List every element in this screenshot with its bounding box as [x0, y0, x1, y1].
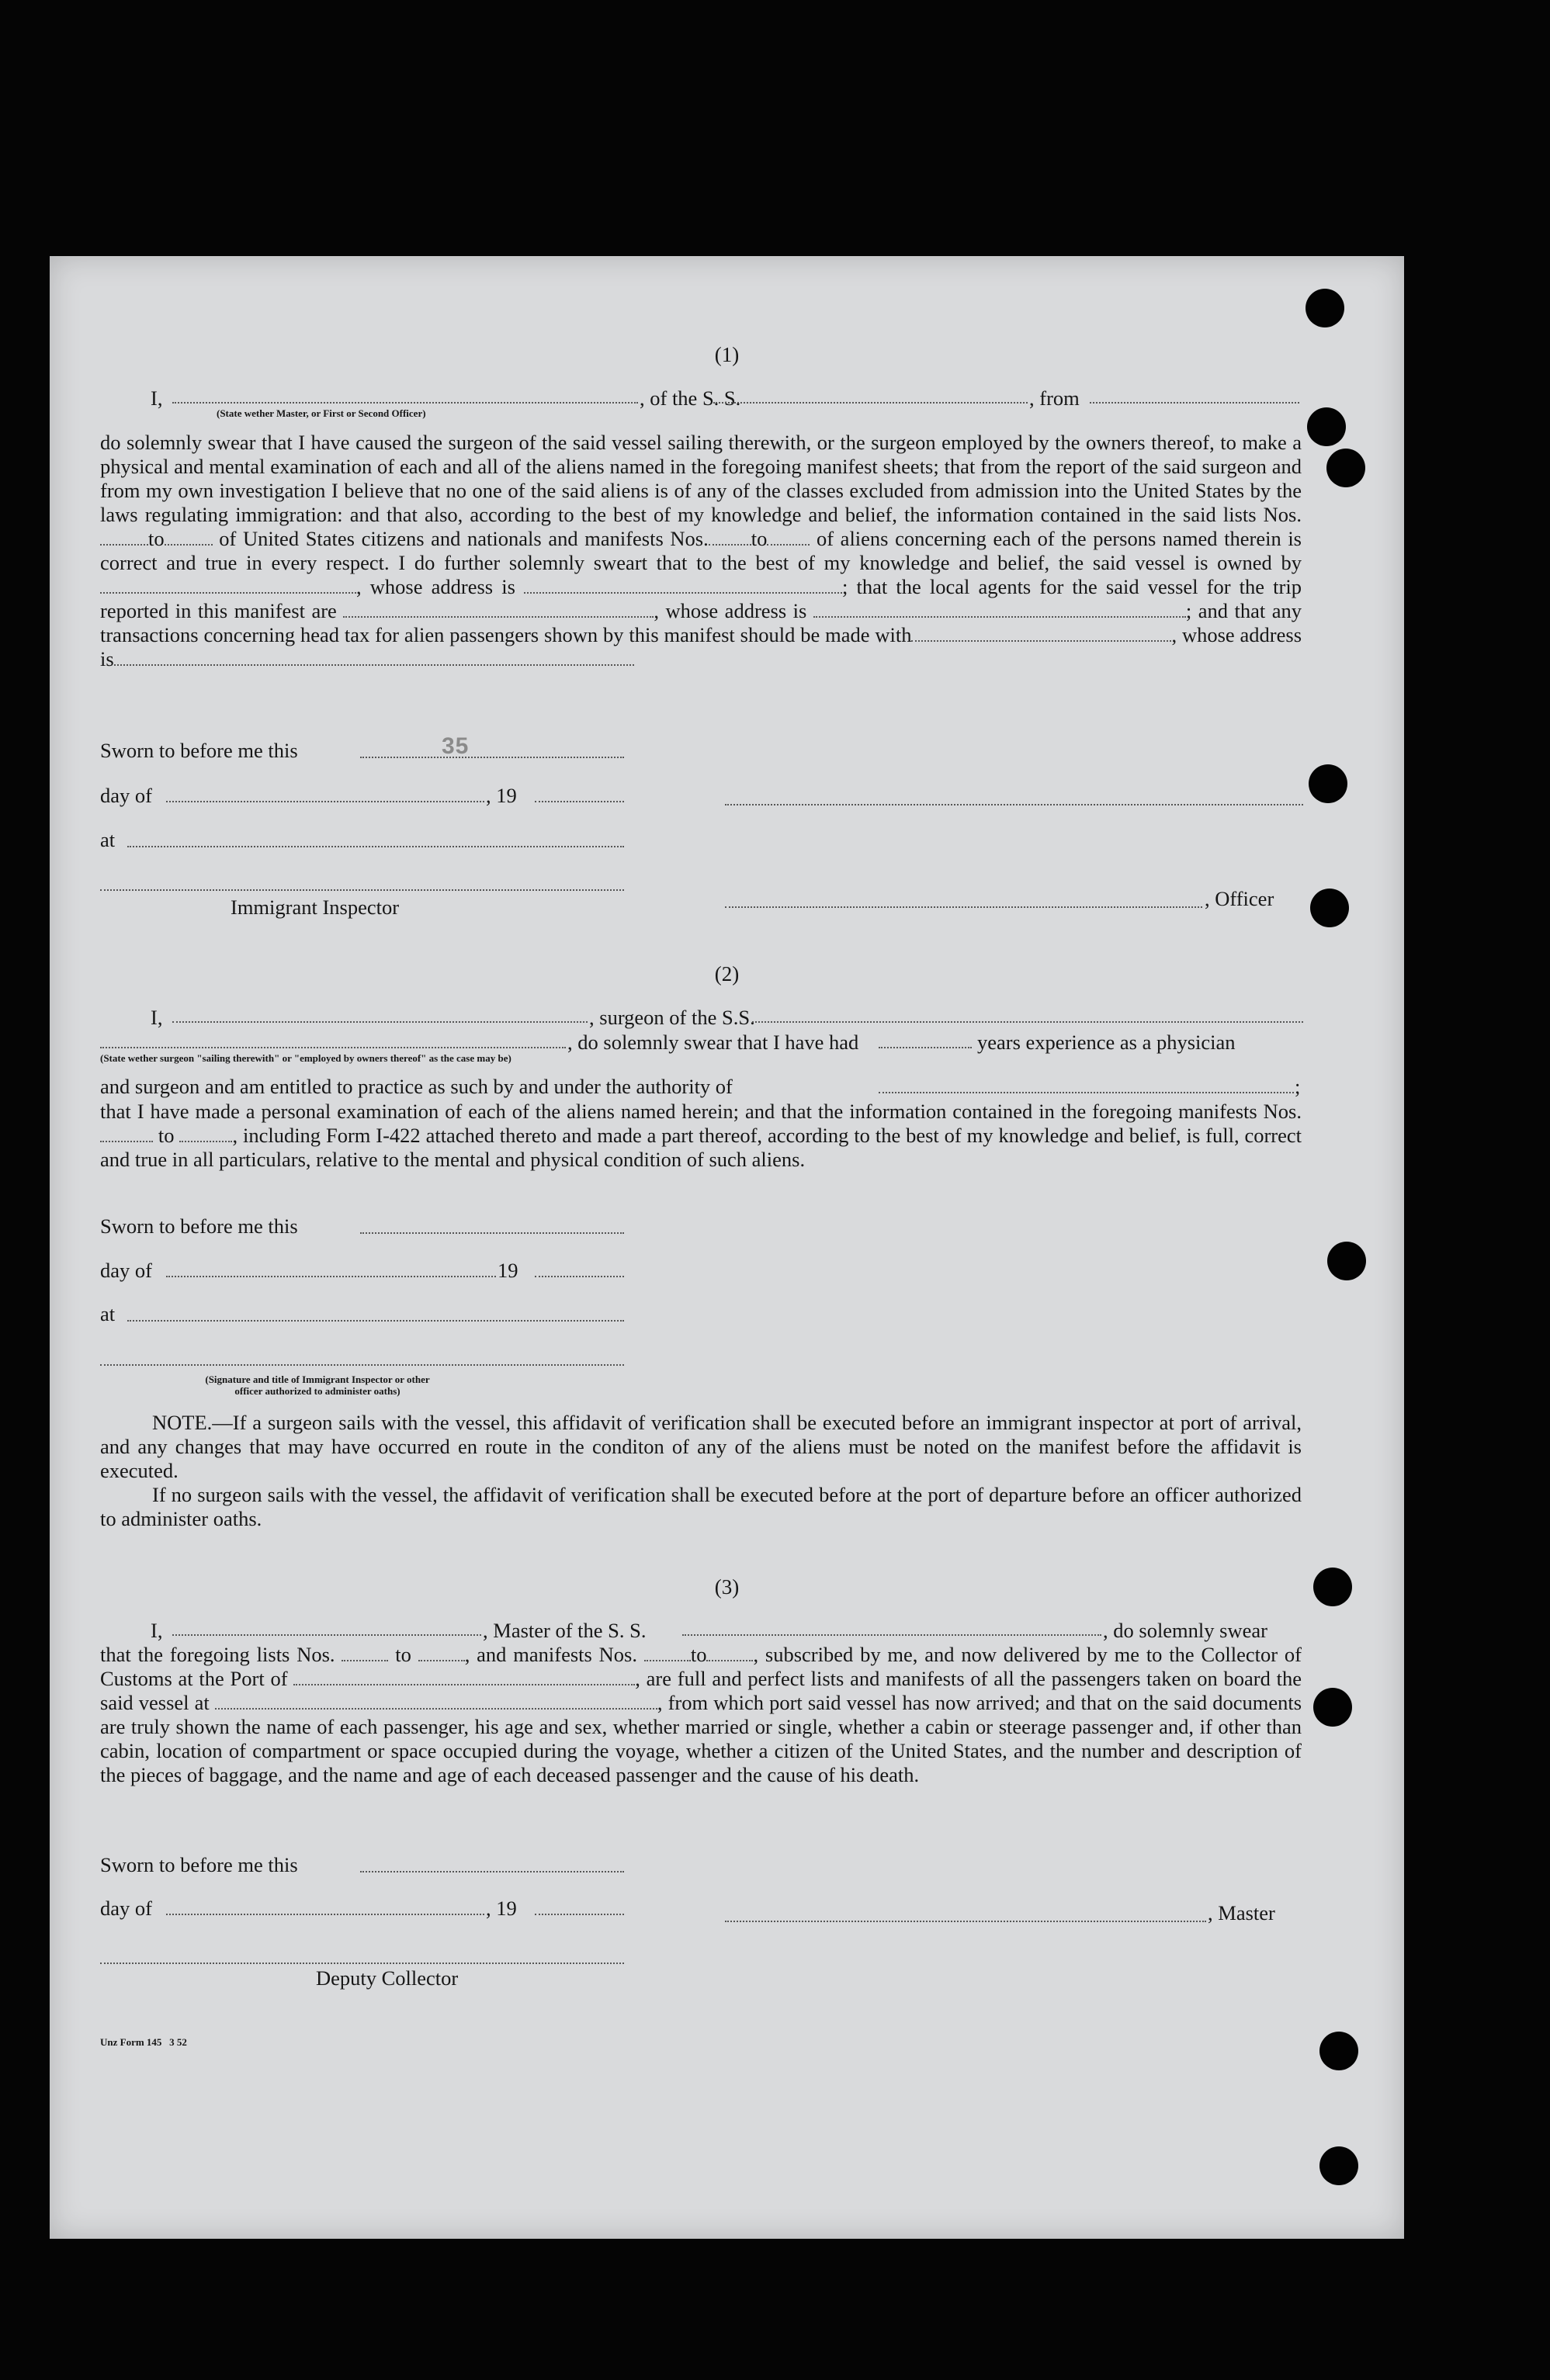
s3-seg-c: , subscribed by me, and now delivered by me to the Collector of Customs at the Port of: [100, 1643, 1302, 1690]
s2-sworn-label: Sworn to before me this: [100, 1214, 298, 1238]
s2-line3: and surgeon and am entitled to practice as such by and under the authority of: [100, 1075, 733, 1098]
s1-line1-end: , from: [1029, 386, 1080, 410]
s1-owner-address-field[interactable]: [524, 591, 842, 594]
s3-lists-from-field[interactable]: [342, 1659, 388, 1661]
s2-inspector-signature-line[interactable]: [100, 1364, 624, 1366]
s1-manifests-from-field[interactable]: [709, 543, 751, 546]
s2-years-field[interactable]: [879, 1047, 972, 1048]
s3-oath-paragraph: [100, 1643, 1302, 1787]
s3-seg-e: , from which port said vessel has now arrived; and that on the said documents are truly shown the name of each passenger, his age and sex, whether married or single, whether a cabin or steerage passenger and, if other than cabin, location of compartment or space occupied during the voyage, whether a citizen of the United States, and the number and description of the pieces of baggage, and the name and age of each deceased passenger and the cause of his death.: [100, 1691, 1302, 1786]
s3-collector-signature-line[interactable]: [100, 1963, 624, 1964]
s2-signature-note-line2: officer authorized to administer oaths): [234, 1385, 401, 1397]
section-1-number: (1): [714, 343, 740, 366]
s2-manifests-to-field[interactable]: [179, 1140, 232, 1142]
form-number: Unz Form 145 3 52: [100, 2036, 187, 2048]
s3-to-2: to: [690, 1643, 707, 1666]
s3-seg-b: , and manifests Nos.: [464, 1643, 637, 1666]
s3-seg-a: that the foregoing lists Nos.: [100, 1643, 335, 1666]
section-2-number: (2): [714, 962, 740, 986]
s1-owner-field[interactable]: [100, 591, 356, 594]
s1-from-port-field[interactable]: [1090, 402, 1299, 404]
s2-surgeon-status-note: (State wether surgeon "sailing therewith" or "employed by owners thereof" as the case may be): [100, 1052, 511, 1064]
s2-line1-prefix: I,: [151, 1006, 163, 1029]
s3-month-field[interactable]: [166, 1914, 484, 1915]
s2-at-label: at: [100, 1302, 116, 1325]
s1-inspector-label: Immigrant Inspector: [231, 896, 400, 919]
s2-paragraph-b: , including Form I-422 attached thereto and made a part thereof, according to the best of my knowledge and belief, is full, correct and true in all particulars, relative to the mental and physical condition of such aliens.: [100, 1124, 1302, 1171]
s1-to-1: to: [148, 527, 165, 550]
s2-line1-mid: , surgeon of the S.S.: [589, 1006, 755, 1029]
s1-day-of-label: day of: [100, 784, 152, 807]
s1-month-field[interactable]: [166, 801, 484, 802]
s1-agents-field[interactable]: [343, 615, 654, 618]
s1-transactions-text: ; and that any transactions concerning head tax for alien passengers shown by this manifest should be made with: [100, 599, 1302, 646]
s1-lists-to-field[interactable]: [165, 543, 213, 546]
s3-master-signature-line[interactable]: [725, 1921, 1206, 1922]
punch-hole: [1327, 1242, 1366, 1280]
s3-manifests-from-field[interactable]: [644, 1659, 691, 1661]
punch-hole: [1306, 289, 1344, 327]
s1-officer-label: , Officer: [1205, 887, 1274, 910]
s1-at-label: at: [100, 828, 116, 851]
s2-manifests-from-field[interactable]: [100, 1140, 153, 1142]
s3-master-label: , Master: [1208, 1901, 1275, 1924]
s2-vessel-name-field[interactable]: [752, 1021, 1303, 1023]
s1-year-label: , 19: [486, 784, 517, 807]
s3-line1-end: , do solemnly swear: [1103, 1619, 1267, 1642]
s2-note-block: [100, 1411, 1302, 1531]
punch-hole: [1326, 449, 1365, 487]
bleed-through-header: [360, 264, 367, 284]
s2-line2-mid: , do solemnly swear that I have had: [567, 1031, 859, 1054]
s2-year-field[interactable]: [535, 1276, 624, 1277]
s1-oath-paragraph: [100, 431, 1302, 671]
s2-sworn-date-field[interactable]: [360, 1232, 624, 1234]
s2-note-paragraph-1: NOTE.—If a surgeon sails with the vessel, this affidavit of verification shall be executed before an immigrant inspector at port of arrival, and any changes that may have occurred en route in the conditon of any of the aliens must be noted on the manifest before the affidavit is executed.: [100, 1411, 1302, 1482]
s2-signature-note-line1: (Signature and title of Immigrant Inspector or other: [205, 1374, 430, 1385]
s2-day-of-label: day of: [100, 1259, 152, 1282]
s1-to-2: to: [751, 527, 768, 550]
s1-whose-address-1: , whose address is: [356, 575, 515, 598]
s1-sworn-date-field[interactable]: [360, 757, 624, 758]
s3-year-field[interactable]: [535, 1914, 624, 1915]
s3-lists-to-field[interactable]: [418, 1659, 465, 1661]
punch-hole: [1319, 2032, 1358, 2070]
s2-year-label: 19: [498, 1259, 518, 1282]
s3-port-field[interactable]: [293, 1683, 635, 1685]
s2-line3-end: ;: [1295, 1075, 1301, 1098]
s1-head-tax-party-field[interactable]: [911, 639, 1171, 642]
s3-sworn-date-field[interactable]: [360, 1871, 624, 1872]
s1-whose-address-2: , whose address is: [654, 599, 807, 622]
s3-collector-label: Deputy Collector: [316, 1966, 459, 1990]
s2-at-place-field[interactable]: [127, 1320, 624, 1322]
punch-hole: [1309, 764, 1347, 803]
punch-hole: [1307, 407, 1346, 446]
s3-manifests-to-field[interactable]: [706, 1659, 753, 1661]
s1-officer-signature-field[interactable]: [725, 804, 1303, 805]
section-3-number: (3): [714, 1575, 740, 1599]
s3-vessel-name-field[interactable]: [682, 1634, 1101, 1636]
s1-comma: ,: [1171, 623, 1177, 646]
s1-citizens-text: of United States citizens and nationals and manifests Nos.: [219, 527, 709, 550]
s1-lists-from-field[interactable]: [100, 543, 148, 546]
s1-line1-prefix: I,: [151, 386, 163, 410]
s3-to-1: to: [395, 1643, 411, 1666]
punch-hole: [1310, 889, 1349, 927]
s3-master-name-field[interactable]: [172, 1634, 481, 1636]
s1-paragraph-text: do solemnly swear that I have caused the surgeon of the said vessel sailing therewith, or the surgeon employed by the owners thereof, to make a physical and mental examination of each and all of the aliens named in the foregoing manifest sheets; that from the report of the said surgeon and from my own investigation I believe that no one of the said aliens is of any of the classes excluded from admission into the United States by the laws regulating immigration: and that also, according to the best of my knowledge and belief, the information contained in the said lists Nos.: [100, 431, 1302, 526]
s1-officer-name-field[interactable]: [172, 402, 638, 404]
s3-seg-d: , are full and perfect lists and manifests of all the passengers taken on board the said vessel at: [100, 1667, 1302, 1714]
s2-month-field[interactable]: [166, 1276, 496, 1277]
form-page: [50, 256, 1404, 2239]
punch-hole: [1313, 1688, 1352, 1727]
s1-agents-text: ; that the local agents for the said vessel for the trip reported in this manifest are: [100, 575, 1302, 622]
s2-line2-end: years experience as a physician: [977, 1031, 1236, 1054]
s3-sworn-label: Sworn to before me this: [100, 1853, 298, 1876]
s3-year-label: , 19: [486, 1897, 517, 1920]
s1-year-field[interactable]: [535, 801, 624, 802]
s1-agents-address-field[interactable]: [813, 615, 1186, 618]
s1-day-stamp: 35: [442, 733, 470, 759]
s2-surgeon-status-field[interactable]: [100, 1047, 566, 1048]
s1-vessel-name-field[interactable]: [713, 402, 1028, 404]
s3-day-of-label: day of: [100, 1897, 152, 1920]
s2-signature-note: [143, 1374, 492, 1397]
s1-inspector-signature-line[interactable]: [100, 889, 624, 891]
s2-to: to: [158, 1124, 175, 1147]
s2-surgeon-name-field[interactable]: [172, 1021, 588, 1023]
s1-sworn-label: Sworn to before me this: [100, 739, 298, 762]
s1-whose-address-3: whose address is: [100, 623, 1302, 670]
s3-embark-port-field[interactable]: [215, 1707, 657, 1710]
s1-officer-title-line[interactable]: [725, 906, 1202, 908]
s3-line1-mid: , Master of the S. S.: [483, 1619, 647, 1642]
s3-line1-prefix: I,: [151, 1619, 163, 1642]
s2-note-paragraph-2: If no surgeon sails with the vessel, the affidavit of verification shall be executed before at the port of departure before an officer authorized to administer oaths.: [100, 1483, 1302, 1530]
s1-aliens-text: of aliens concerning each of the persons named therein is correct and true in every respect. I do further solemnly sweart that to the best of my knowledge and belief, the said vessel is owned by: [100, 527, 1302, 574]
s1-manifests-to-field[interactable]: [767, 543, 810, 546]
s1-officer-rank-note: (State wether Master, or First or Second Officer): [217, 407, 426, 419]
s2-authority-field[interactable]: [879, 1092, 1294, 1093]
s1-head-tax-address-field[interactable]: [114, 663, 634, 666]
s1-line1-mid: , of the S. S.: [640, 386, 741, 410]
s1-at-place-field[interactable]: [127, 846, 624, 847]
s2-paragraph-a: that I have made a personal examination of each of the aliens named herein; and that the information contained in the foregoing manifests Nos.: [100, 1100, 1302, 1123]
s2-oath-paragraph: [100, 1100, 1302, 1172]
punch-hole: [1319, 2146, 1358, 2185]
